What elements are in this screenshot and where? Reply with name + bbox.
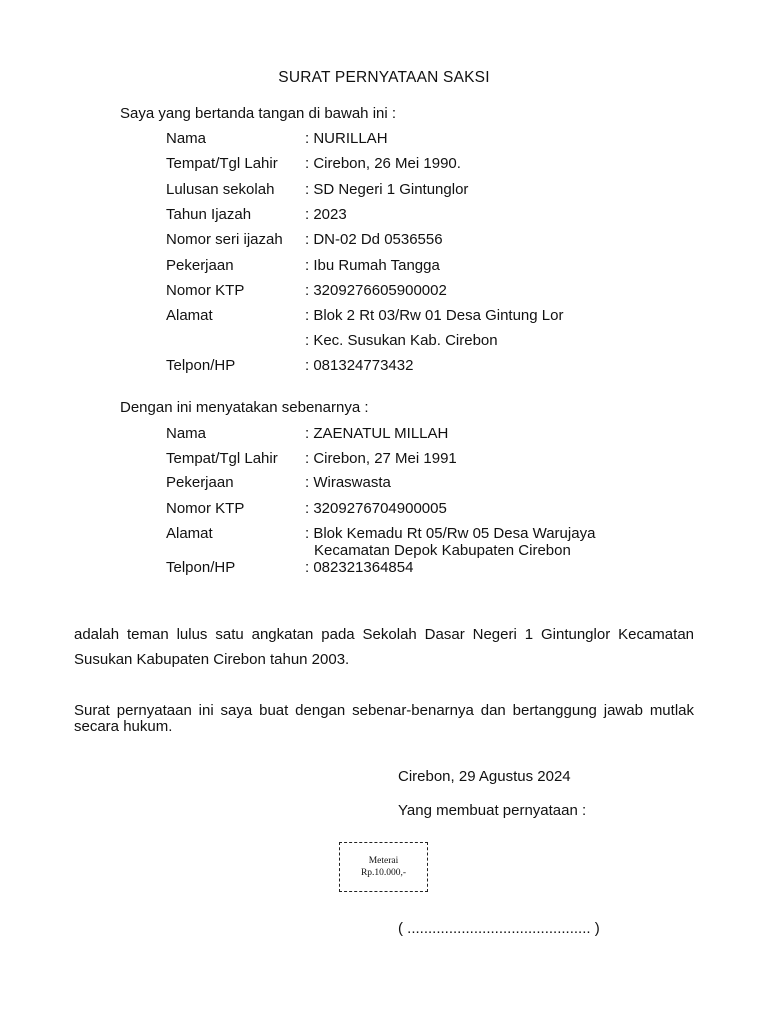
document-title: SURAT PERNYATAAN SAKSI — [278, 69, 490, 86]
subject-ktp-label: Nomor KTP — [166, 500, 245, 517]
witness-serial-label: Nomor seri ijazah — [166, 231, 283, 248]
closing-line-2: secara hukum. — [74, 718, 173, 735]
subject-address-label: Alamat — [166, 525, 213, 542]
witness-address-line2: : Kec. Susukan Kab. Cirebon — [305, 332, 498, 349]
stamp-line-1: Meterai — [368, 856, 399, 866]
witness-ktp-label: Nomor KTP — [166, 282, 245, 299]
statement-line-1: adalah teman lulus satu angkatan pada Sekolah Dasar Negeri 1 Gintunglor Kecamatan — [74, 626, 694, 643]
signer-label: Yang membuat pernyataan : — [398, 802, 587, 819]
witness-school-value: : SD Negeri 1 Gintunglor — [305, 181, 469, 198]
witness-ktp-value: : 3209276605900002 — [305, 282, 447, 299]
subject-phone-value: : 082321364854 — [305, 559, 414, 576]
subject-birth-value: : Cirebon, 27 Mei 1991 — [305, 450, 457, 467]
subject-job-value: : Wiraswasta — [305, 474, 391, 491]
subject-job-label: Pekerjaan — [166, 474, 234, 491]
intro-witness: Saya yang bertanda tangan di bawah ini : — [120, 105, 397, 122]
witness-job-label: Pekerjaan — [166, 257, 234, 274]
witness-address-value: : Blok 2 Rt 03/Rw 01 Desa Gintung Lor — [305, 307, 564, 324]
statement-line-2: Susukan Kabupaten Cirebon tahun 2003. — [74, 651, 350, 668]
witness-name-label: Nama — [166, 130, 207, 147]
signature-line: ( ............................................ ) — [398, 920, 600, 937]
subject-phone-label: Telpon/HP — [166, 559, 236, 576]
witness-birth-value: : Cirebon, 26 Mei 1990. — [305, 155, 461, 172]
intro-subject: Dengan ini menyatakan sebenarnya : — [120, 399, 369, 416]
witness-name-value: : NURILLAH — [305, 130, 388, 147]
witness-birth-label: Tempat/Tgl Lahir — [166, 155, 278, 172]
witness-serial-value: : DN-02 Dd 0536556 — [305, 231, 443, 248]
subject-address-line2: Kecamatan Depok Kabupaten Cirebon — [314, 542, 571, 559]
witness-school-label: Lulusan sekolah — [166, 181, 275, 198]
closing-line-1: Surat pernyataan ini saya buat dengan sebenar-benarnya dan bertanggung jawab mutlak — [74, 702, 694, 719]
subject-name-value: : ZAENATUL MILLAH — [305, 425, 449, 442]
subject-ktp-value: : 3209276704900005 — [305, 500, 447, 517]
stamp-line-2: Rp.10.000,- — [360, 868, 407, 878]
witness-phone-value: : 081324773432 — [305, 357, 414, 374]
subject-birth-label: Tempat/Tgl Lahir — [166, 450, 278, 467]
witness-job-value: : Ibu Rumah Tangga — [305, 257, 440, 274]
witness-address-label: Alamat — [166, 307, 213, 324]
place-date: Cirebon, 29 Agustus 2024 — [398, 768, 571, 785]
witness-year-label: Tahun Ijazah — [166, 206, 252, 223]
subject-address-value: : Blok Kemadu Rt 05/Rw 05 Desa Warujaya — [305, 525, 596, 542]
subject-name-label: Nama — [166, 425, 207, 442]
witness-year-value: : 2023 — [305, 206, 347, 223]
stamp-box — [339, 842, 428, 892]
witness-phone-label: Telpon/HP — [166, 357, 236, 374]
